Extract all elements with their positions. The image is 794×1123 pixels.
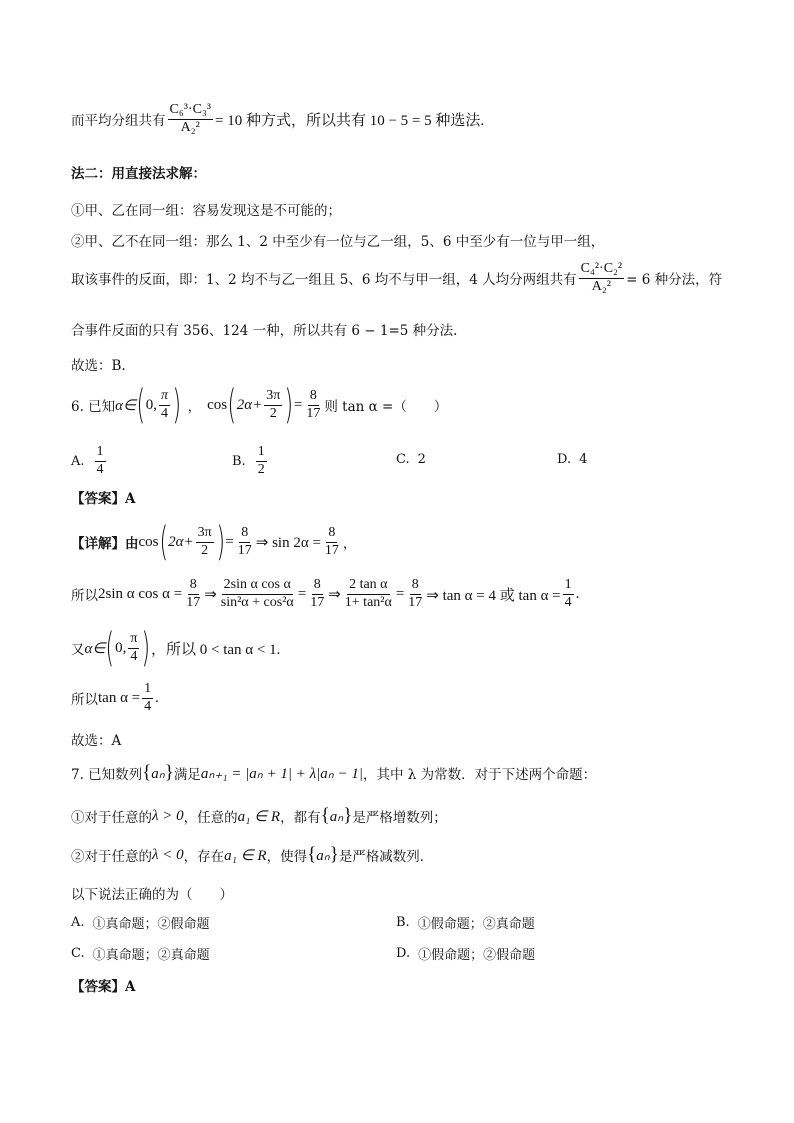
fraction-den: 17 [310,594,325,610]
option-text: ①真命题；②真命题 [92,948,210,963]
fraction [406,578,424,610]
fraction [196,526,214,558]
math: 0, [115,639,127,656]
detail-line: 所以 2sin α cos α = $\frac{8}{17}$ ⇒ $\frac{\text{2sin α cos α}}{\text{sin²α + cos²α}}$ = $\frac{8}{17}$ ⇒ $\frac{\text{2 tan α}}{\text{1+ tan²α}}$ = $\frac{8}{17}$ ⇒ tan α = 4 或 tan α = $\frac{1}{4}$ . [71,577,580,610]
option-letter: D. [396,946,411,961]
option-letter: D. [557,452,572,467]
option-c [396,452,426,467]
fraction-num: 1 [142,682,153,699]
fraction [323,526,341,558]
math: λ > 0 [152,807,184,824]
paren-open: ( [105,625,115,671]
math: α∈ [115,397,137,414]
text: ，使得 [266,849,308,865]
paren-open: ( [159,519,168,565]
math: 2sin α cos α = [98,585,183,602]
fraction-den: A₂² [591,278,611,294]
fraction-num: 8 [188,578,199,595]
fraction-den: 4 [96,461,104,477]
text-line: 合事件反面的只有 356、124 一种，所以共有 6 − 1=5 种分法. [71,323,458,339]
fraction-den: 4 [564,594,572,610]
fraction-num: C₄²·C₂² [579,262,625,279]
paren-close: ) [284,382,294,428]
fraction [95,445,106,477]
paren-open: ( [227,382,237,428]
text: 7. 已知数列 [71,767,143,783]
fraction [184,578,202,610]
detail-label: 【详解】由 [71,536,139,552]
text: 6. 已知 [71,399,116,415]
text: ，都有 [280,810,321,826]
fraction [304,389,322,421]
fraction [264,389,282,421]
math: . [155,689,159,706]
text: = 10 种方式，所以共有 10 − 5 = 5 种选法. [215,112,485,129]
math: . [575,585,580,602]
option-a [71,445,108,477]
fraction-num: 8 [239,526,250,543]
text: ，任意的 [183,810,238,826]
fraction [219,578,296,610]
text: 是严格减数列． [338,849,434,865]
fraction [308,578,326,610]
paren-close: ) [216,519,225,565]
text-line: ①甲、乙在同一组：容易发现这是不可能的； [71,203,341,219]
math: aₙ [151,765,165,782]
fraction-num: C₆³·C₃³ [168,103,214,120]
option-a [71,913,210,932]
text: 又 [71,642,85,658]
fraction-num: 1 [256,445,267,462]
option-letter: C. [396,452,410,467]
question-7-stem: 7. 已知数列 { aₙ } 满足 aₙ₊₁ = |aₙ + 1| + λ|aₙ − 1| ，其中 λ 为常数．对于下述两个命题： [71,762,597,783]
text: 则 tan α =（ ） [324,399,448,415]
proposition-1: ①对于任意的 λ > 0 ，任意的 a₁ ∈ R ，都有 { aₙ } 是严格增数列； [71,805,447,826]
fraction-num: 3π [264,389,282,406]
fraction-den: 17 [186,594,201,610]
text-line: ②甲、乙不在同一组：那么 1、2 中至少有一位与乙一组，5、6 中至少有一位与甲一组， [71,234,605,250]
option-text: ①假命题；②真命题 [417,917,535,932]
math: tan α = [98,689,141,706]
option-letter: B. [232,453,246,469]
detail-line [71,625,281,671]
text-line [71,103,484,135]
option-text: 2 [417,452,426,467]
fraction-den: 1+ tan²α [344,594,392,610]
fraction [142,682,153,714]
fraction [128,632,139,664]
answer-label: 【答案】A [71,979,136,995]
math: = [225,533,234,550]
math: a₁ ∈ R [224,847,267,864]
fraction [563,578,574,610]
fraction-num: 2 tan α [347,578,389,595]
text-line: 以下说法正确的为（ ） [71,887,233,903]
text: ②对于任意的 [71,849,152,865]
option-text: ①假命题；②假命题 [418,948,536,963]
fraction-den: A₂² [180,119,200,135]
fraction-den: 17 [324,542,339,558]
fraction-den: 4 [130,648,138,664]
fraction-den: 2 [269,405,277,421]
option-text: 4 [579,452,588,467]
fraction-num: π [128,632,139,649]
text: 所以 [71,588,98,605]
method-heading: 法二：用直接法求解： [71,166,206,182]
math: a₁ ∈ R [237,808,281,825]
fraction-den: 17 [237,542,252,558]
math: 2α+ [168,533,194,550]
detail-line [71,682,159,714]
math: α∈ [84,640,106,657]
text: = 6 种分法，符 [626,272,723,289]
paren-close: ) [172,382,182,428]
fraction-num: 2sin α cos α [222,578,293,595]
fraction-den: 2 [257,461,265,477]
fraction [343,578,394,610]
text-line [71,262,722,294]
fraction-num: 3π [196,526,214,543]
text: ，存在 [183,849,225,865]
text: 满足 [173,767,201,783]
paren-close: ) [141,625,151,671]
fraction [168,103,214,135]
fraction [159,389,170,421]
text: 取该事件的反面，即：1、2 均不与乙一组且 5、6 均不与甲一组，4 人均分两组共有 [71,272,577,289]
fraction-num: 1 [563,578,574,595]
option-letter: B. [396,915,410,930]
option-b [232,445,269,477]
math: 2α+ [236,396,263,413]
math: 0, [145,396,157,413]
paren-open: ( [136,382,146,428]
text-line: 故选：A [71,733,122,749]
math: λ < 0 [152,846,184,863]
option-letter: C. [71,946,85,961]
proposition-2: ②对于任意的 λ < 0 ，存在 a₁ ∈ R ，使得 { aₙ } 是严格减数列． [71,844,434,865]
fraction-num: 8 [326,526,337,543]
fraction-den: 4 [144,698,152,714]
fraction [256,445,267,477]
fraction-num: 1 [95,445,106,462]
math: cos [138,533,159,550]
fraction [236,526,254,558]
option-letter: A. [71,915,85,930]
fraction-num: 8 [308,389,319,406]
text: 是严格增数列； [352,810,447,826]
option-c [71,944,210,963]
answer-label: 【答案】A [71,491,136,507]
option-b [396,913,535,932]
text: ，其中 λ 为常数．对于下述两个命题： [362,767,597,783]
fraction-den: sin²α + cos²α [220,594,294,610]
fraction-den: 4 [160,405,168,421]
option-d [396,944,535,963]
math: ，所以 0 < tan α < 1. [151,641,281,658]
fraction-num: 8 [312,578,323,595]
fraction-num: π [159,389,170,406]
math: aₙ [329,808,344,825]
fraction [579,262,625,294]
text: ①对于任意的 [71,810,152,826]
math: = [293,396,303,413]
math: aₙ [316,847,330,864]
math: ⇒ tan α = 4 或 tan α = [426,587,561,604]
option-d [557,452,587,467]
fraction-den: 17 [408,594,423,610]
text: 所以 [71,692,98,709]
fraction-den: 2 [201,542,209,558]
fraction-num: 8 [410,578,421,595]
fraction-den: 17 [306,405,321,421]
math: aₙ₊₁ = |aₙ + 1| + λ|aₙ − 1| [200,765,363,782]
math: cos [207,396,228,413]
text-line: 故选：B. [71,358,126,374]
detail-line: 【详解】由 cos ( 2α+ $\frac{3\pi}{2}$ ) = $\frac{8}{17}$ ⇒ sin 2α = $\frac{8}{17}$ ， [71,519,357,565]
text: 而平均分组共有 [71,113,166,130]
math: ⇒ sin 2α = [255,534,321,551]
option-letter: A. [71,453,85,469]
question-6-stem: 6. 已知 α∈ ( 0, $\frac{\pi}{4}$ ) ， cos ( 2α+ $\frac{3\pi}{2}$ ) = $\frac{8}{17}$ 则 tan α =（ ） [71,382,448,428]
option-text: ①真命题；②假命题 [92,917,210,932]
